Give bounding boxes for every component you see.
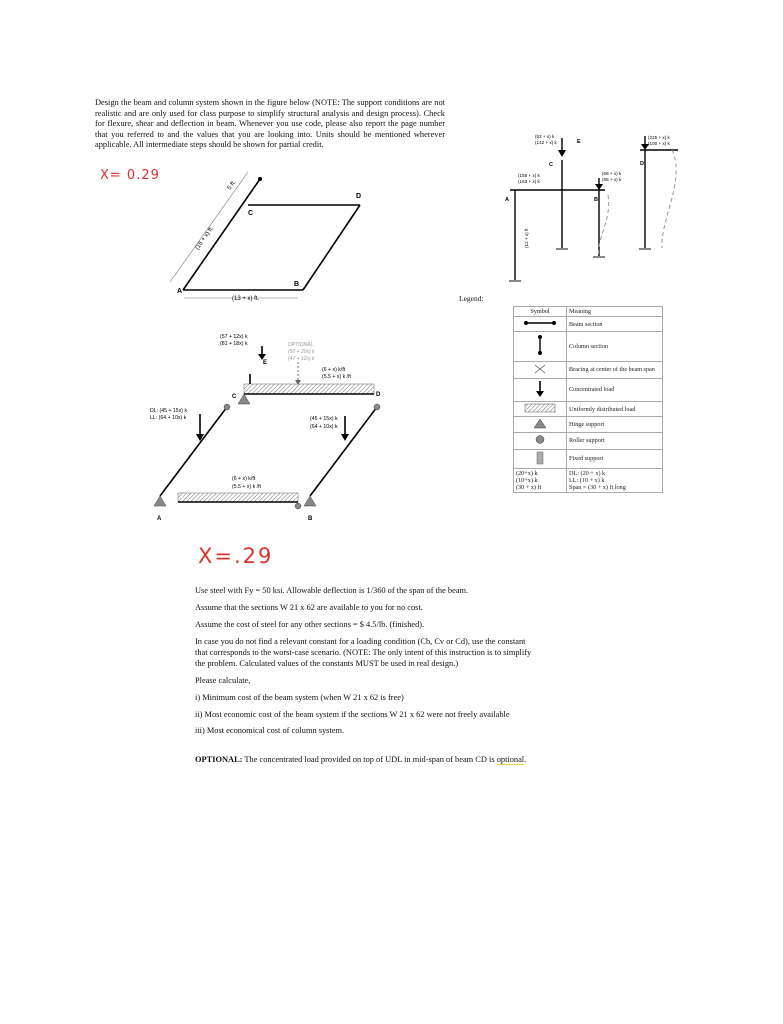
iso-label-d: D [376,392,381,398]
iso-label-b: B [308,516,313,522]
beam-section-icon [514,317,567,332]
legend-meaning-span: Span = (30 + x) ft long [569,484,626,492]
legend-example-symbol [514,468,567,493]
iso-udl-cd-ll: (5.5 + x) k /ft [322,374,351,380]
elev-load-b-dl: (66 + x) k [602,171,622,176]
iso-mid-load-ll: (64 + 10x) k [310,424,338,430]
legend-example-span: (30 + x) ft [516,484,542,492]
concentrated-load-arrow-icon [514,378,567,401]
overhang-dimension: 5 ft. [226,179,238,192]
iso-left-load-dl: DL: (45 + 15x) k [150,408,188,414]
plan-label-a: A [177,288,183,295]
iso-optional-load-dl: (50 + 20x) k [288,349,315,355]
handwritten-x-value-bottom: X=.29 [198,544,274,568]
iso-top-load-ll: (81 + 18x) k [220,341,248,347]
legend-header-meaning: Meaning [567,307,663,317]
elev-load-c2-ll: (163 + x) k [518,179,540,184]
elev-height-dimension: (12 + x) ft [524,228,529,248]
iso-udl-ab-ll: (5.5 + x) k /ft [232,484,261,490]
legend-meaning-dl: DL: (20 + x) k [569,469,606,477]
problem-statement [195,586,540,772]
steel-cost-text: Assume the cost of steel for any other sections = $ 4.5/lb. (finished). [195,619,425,629]
elev-label-e: E [577,139,581,145]
optional-bold-label: OPTIONAL: [195,755,243,765]
legend-row-meaning: Uniformly distributed load [567,402,663,417]
hinge-support-icon [514,417,567,433]
elev-load-d-ll: (100 + x) k [648,141,670,146]
iso-optional-load-ll: (47 + 12x) k [288,356,315,362]
udl-hatch-icon [514,402,567,417]
iso-top-load-dl: (57 + 12x) k [220,334,248,340]
legend-row-meaning: Column section [567,332,663,361]
legend-header-symbol: Symbol [514,307,567,317]
plan-label-d: D [356,193,362,200]
legend-row-meaning: Hinge support [567,417,663,433]
elev-label-c: C [549,162,553,168]
legend-meaning-ll: LL: (10 + x) k [569,477,605,485]
question-iii: iii) Most economical cost of column system. [195,726,345,736]
legend-row-meaning: Roller support [567,433,663,449]
plan-label-b: B [294,281,300,288]
bracing-icon [514,361,567,378]
iso-mid-load-dl: (45 + 15x) k [310,416,338,422]
elev-load-c2-dl: (155 + x) k [518,173,540,178]
free-section-text: Assume that the sections W 21 x 62 are available to you for no cost. [195,602,423,612]
elev-label-b: B [594,197,598,203]
elev-load-c-ll: (142 + x) k [535,140,557,145]
iso-udl-cd-dl: (6 + x) k/ft [322,367,346,373]
elev-load-d-dl: (225 + x) k [648,135,670,140]
isometric-frame-diagram [150,330,400,525]
column-section-icon [514,332,567,361]
legend-example-meaning [567,468,663,493]
optional-word: optional [496,755,525,765]
legend-row-meaning: Fixed support [567,449,663,468]
iso-label-e: E [263,360,268,366]
optional-note-text: The concentrated load provided on top of UDL in mid-span of beam CD is [242,755,497,765]
iso-left-load-ll: LL: (64 + 10x) k [150,415,187,421]
optional-note-end: . [524,755,527,765]
constants-note-text: In case you do not find a relevant constant for a loading condition (Cb, Cv or Cd), use the constant that corresponds to the worst-case scenario. (NOTE: The only intent of this instruction is to simplify the problem. Calculated values of the constants MUST be used in real design.) [195,636,532,668]
legend-row-meaning: Concentrated load [567,378,663,401]
question-i: i) Minimum cost of the beam system (when W 21 x 62 is free) [195,692,404,702]
elev-load-b-ll: (85 + x) k [602,177,622,182]
please-calculate-text: Please calculate, [195,675,251,685]
iso-optional-label: OPTIONAL [288,342,314,348]
fixed-support-icon [514,449,567,468]
bottom-span-dimension: (13 + x) ft. [232,296,260,302]
optional-note [195,755,540,766]
steel-grade-text: Use steel with Fy = 50 ksi. Allowable deflection is 1/360 of the span of the beam. [195,586,469,595]
legend-title: Legend: [459,294,484,303]
legend-row-meaning: Bracing at center of the beam span [567,361,663,378]
plan-view-diagram [170,172,370,302]
intro-paragraph: Design the beam and column system shown in the figure below (NOTE: The support conditions are not realistic and are only used for class purpose to simplify structural analysis and design process). Check for flexure, shear and deflection in beam. Whenever you use code, please also report the page number that you referred to and the values that you are looking into. Units should be mentioned wherever applicable. All intermediate steps should be shown for partial credit. [95,98,445,150]
legend-table [513,306,663,493]
plan-label-c: C [248,210,254,217]
roller-support-icon [514,433,567,449]
elev-label-a: A [505,197,509,203]
elevation-diagram [500,130,685,295]
elev-load-c-dl: (52 + x) k [535,134,555,139]
iso-label-a: A [157,516,162,522]
legend-example-ll: (10+x) k [516,477,538,485]
handwritten-x-value-top: X= 0.29 [100,168,160,183]
question-ii: ii) Most economic cost of the beam system if the sections W 21 x 62 were not freely available [195,709,510,719]
legend-row-meaning: Beam section [567,317,663,332]
legend-example-dl: (20+x) k [516,469,538,477]
iso-label-c: C [232,394,237,400]
iso-udl-ab-dl: (6 + x) k/ft [232,476,256,482]
elev-label-d: D [640,161,644,167]
side-span-dimension: (16 + x) ft. [194,225,216,252]
